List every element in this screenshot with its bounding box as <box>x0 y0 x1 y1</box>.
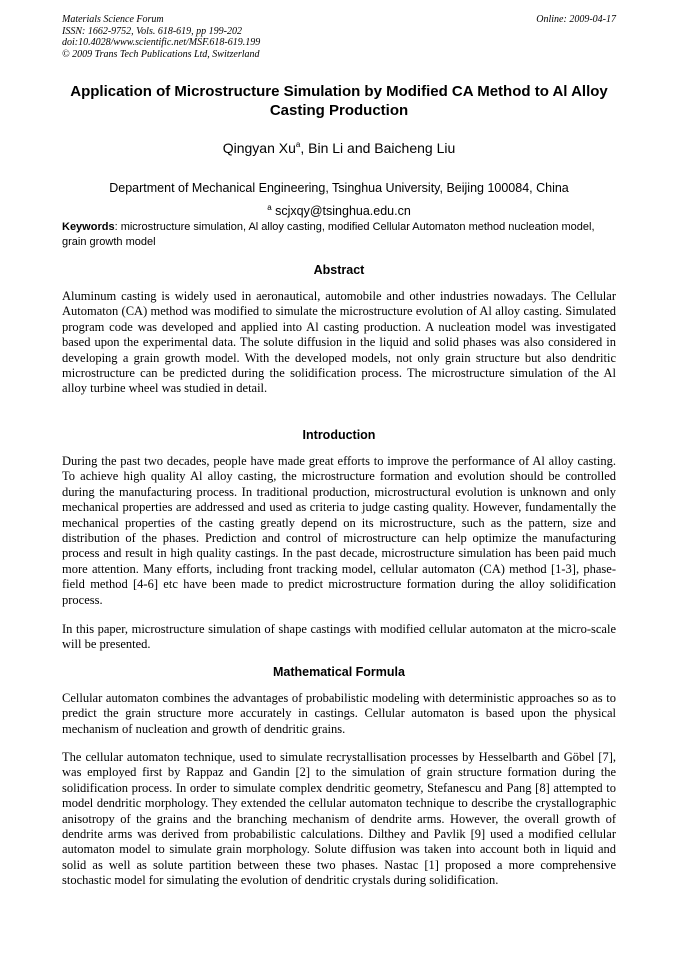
intro-paragraph-2: In this paper, microstructure simulation of shape castings with modified cellular automaton at the micro-scale will be presented. <box>62 622 616 652</box>
affiliation <box>62 179 616 221</box>
copyright-line: © 2009 Trans Tech Publications Ltd, Switzerland <box>62 48 260 60</box>
keywords <box>62 220 616 249</box>
math-paragraph-1: Cellular automaton combines the advantages of probabilistic modeling with deterministic approaches so as to predict the grain structure more accurately in castings. Cellular automaton is based upon the physical mechanism of nucleation and growth of dendritic grains. <box>62 691 616 736</box>
authors-line <box>62 140 616 156</box>
other-authors: , Bin Li and Baicheng Liu <box>300 140 456 156</box>
introduction-heading: Introduction <box>302 428 376 442</box>
keywords-text: : microstructure simulation, Al alloy casting, modified Cellular Automaton method nucleation model, grain growth model <box>62 221 595 248</box>
email-line <box>62 198 616 221</box>
abstract-text: Aluminum casting is widely used in aeronautical, automobile and other industries nowadays. The Cellular Automaton (CA) method was modified to simulate the microstructure evolution of Al alloy casting. Simulated program code was developed and applied into Al casting production. A nucleation model was investigated based upon the experimental data. The solute diffusion in the liquid and solid phases was also considered in developing a grain growth model. With the developed models, not only grain structure but also dendritic microstructure can be predicted during the solidification process. The microstructure simulation of the Al alloy turbine wheel was studied in detail. <box>62 289 616 396</box>
journal-header <box>62 14 260 60</box>
paper-title: Application of Microstructure Simulation by Modified CA Method to Al Alloy Casting Production <box>70 83 608 119</box>
first-author: Qingyan Xu <box>222 140 296 156</box>
abstract-heading: Abstract <box>313 263 365 277</box>
author-affil-mark: a <box>295 140 301 149</box>
issn-line: ISSN: 1662-9752, Vols. 618-619, pp 199-202 <box>62 25 242 37</box>
email-address: scjxqy@tsinghua.edu.cn <box>275 204 411 218</box>
doi-line: doi:10.4028/www.scientific.net/MSF.618-619.199 <box>62 37 261 48</box>
intro-paragraph-1: During the past two decades, people have made great efforts to improve the performance of Al alloy casting. To achieve high quality Al alloy casting, the microstructure formation and evolution should be controlled during the manufacturing process. In traditional production, microstructural evolution is unknown and only mechanical properties are addressed and used as criteria to judge casting quality. However, fundamentally the mechanical properties of the casting greatly depend on its microstructure, such as the pattern, size and distribution of the phases. Prediction and control of microstructure can help optimize the manufacturing process and result in high quality castings. In the past decade, microstructure simulation has been paid much more attention. Many efforts, including front tracking model, cellular automaton (CA) method [1-3], phase-field method [4-6] etc have been made to predict microstructure formation during the alloy solidification process. <box>62 454 616 607</box>
email-affil-mark: a <box>267 203 272 212</box>
math-paragraph-2: The cellular automaton technique, used to simulate recrystallisation processes by Hesselbarth and Göbel [7], was employed first by Rappaz and Gandin [2] to the simulation of grain structure formation during the solidification process. In order to simulate complex dendritic geometry, Stefanescu and Pang [8] attempted to model dendritic morphology. They extended the cellular automaton technique to describe the crystallographic anisotropy of the grains and the branching mechanism of dendrite arms. However, the overall growth of dendrite arms was derived from probabilistic calculations. Dilthey and Pavlik [9] used a modified cellular automaton model to simulate grain morphology. Solute diffusion was taken into account both in liquid and solid as well as solute partition between these two phases. Nastac [1] proposed a more comprehensive stochastic model for simulating the evolution of dendritic crystals during solidification. <box>62 750 616 888</box>
journal-name: Materials Science Forum <box>62 14 164 25</box>
online-date: Online: 2009-04-17 <box>536 14 616 25</box>
department-line: Department of Mechanical Engineering, Tsinghua University, Beijing 100084, China <box>109 181 569 195</box>
math-heading: Mathematical Formula <box>273 665 405 679</box>
keywords-label: Keywords <box>62 221 115 233</box>
